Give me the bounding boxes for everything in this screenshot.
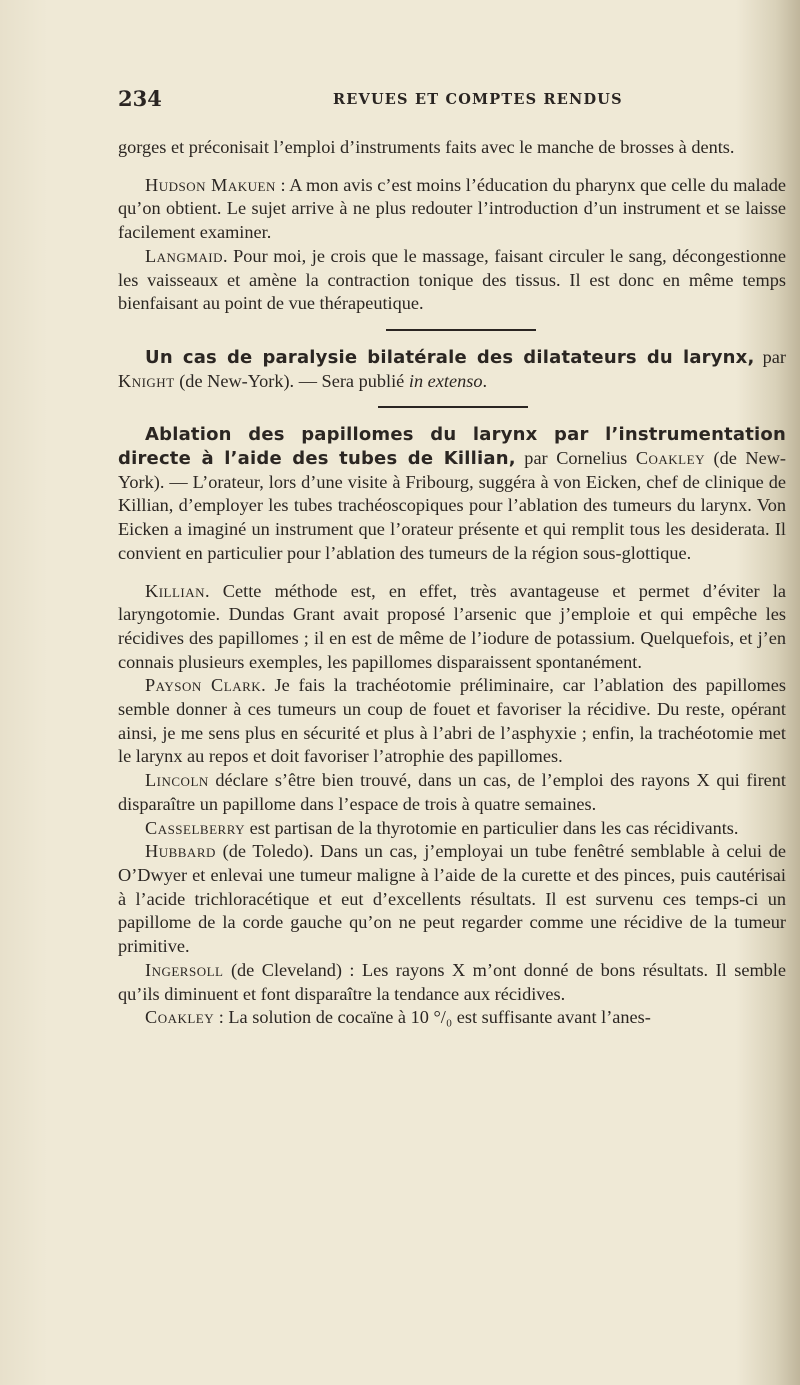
speaker-name: Lincoln (145, 770, 209, 791)
speaker-name: Hudson Makuen (145, 174, 276, 195)
paragraph-continuation: gorges et préconisait l’emploi d’instruments faits avec le manche de brosses à dents. (118, 137, 735, 157)
discussion-ingersoll: Ingersoll (de Cleveland) : Les rayons X m’ont donné de bons résultats. Il semble qu’ils diminuent et font disparaître la tendance aux récidives. (118, 959, 786, 1004)
discussion-casselberry: Casselberry est partisan de la thyrotomie en particulier dans les cas récidivants. (145, 817, 739, 838)
section-coakley: Ablation des papillomes du larynx par l’instrumentation directe à l’aide des tubes de Killian, par Cornelius Coakley (de New-York). — L’orateur, lors d’une visite à Fribourg, suggéra à von Eicken, chef de clinique de Killian, d’employer les tubes trachéoscopiques pour l’ablation des tumeurs du larynx. Von Eicken a imaginé un instrument que l’orateur présente et qui remplit tous les desiderata. Il convient en particulier pour l’ablation des tumeurs de la région sous-glottique. (118, 424, 786, 563)
section-divider (378, 406, 528, 408)
speaker-name: Casselberry (145, 817, 246, 838)
page-number: 234 (118, 86, 162, 111)
discussion-hubbard: Hubbard (de Toledo). Dans un cas, j’employai un tube fenêtré semblable à celui de O’Dwyer et enlevai une tumeur maligne à l’aide de la curette et des pinces, puis cautérisai à l’acide trichloracétique et eut d’excellents résultats. Il est survenu ces temps-ci un papillome de la corde gauche qu’on ne peut regarder comme une récidive de la tumeur primitive. (118, 841, 786, 957)
author-name: Knight (118, 370, 175, 391)
discussion-coakley: Coakley : La solution de cocaïne à 10 °/₀ est suffisante avant l’anes- (145, 1007, 651, 1028)
speaker-name: Langmaid (145, 245, 223, 266)
section-knight: Un cas de paralysie bilatérale des dilatateurs du larynx, par Knight (de New-York). — Sera publié in extenso. (118, 346, 786, 391)
speaker-name: Killian (145, 580, 206, 601)
spacer (118, 160, 786, 174)
page-body (118, 136, 786, 1030)
running-title: REVUES ET COMPTES RENDUS (333, 91, 623, 108)
speaker-name: Coakley (145, 1007, 215, 1028)
discussion-langmaid: Langmaid. Pour moi, je crois que le massage, faisant circuler le sang, décongestionne les vaisseaux et amène la contraction tonique des tissus. Il est donc en même temps bienfaisant au point de vue thérapeutique. (118, 245, 786, 314)
discussion-killian: Killian. Cette méthode est, en effet, très avantageuse et permet d’éviter la laryngotomie. Dundas Grant avait proposé l’arsenic que j’emploie et qui empêche les récidives des papillomes ; il en est de même de l’iodure de potassium. Quelquefois, et j’en connais plusieurs exemples, les papillomes disparaissent spontanément. (118, 580, 786, 672)
speaker-name: Ingersoll (145, 959, 224, 980)
speaker-name: Hubbard (145, 841, 216, 862)
speaker-name: Payson Clark (145, 675, 262, 696)
discussion-makuen: Hudson Makuen : A mon avis c’est moins l’éducation du pharynx que celle du malade qu’on obtient. Le sujet arrive à ne plus redouter l’introduction d’un instrument et se laisse facilement examiner. (118, 174, 786, 243)
author-name: Coakley (635, 448, 705, 469)
section-title: Un cas de paralysie bilatérale des dilatateurs du larynx, (145, 346, 755, 368)
discussion-payson-clark: Payson Clark. Je fais la trachéotomie préliminaire, car l’ablation des papillomes semble donner à ces tumeurs un coup de fouet et favoriser la récidive. Du reste, opérant ainsi, je me sens plus en sécurité et plus à l’abri de l’asphyxie ; enfin, la trachéotomie met le larynx au repos et doit favoriser l’atrophie des papillomes. (118, 675, 786, 767)
section-divider (386, 329, 536, 331)
discussion-lincoln: Lincoln déclare s’être bien trouvé, dans un cas, de l’emploi des rayons X qui firent disparaître un papillome dans l’espace de trois à quatre semaines. (118, 770, 786, 814)
page-header (118, 86, 786, 118)
section-title: Ablation des papillomes du larynx par l’instrumentation directe à l’aide des tubes de Killian, (118, 424, 786, 470)
spacer (118, 566, 786, 580)
